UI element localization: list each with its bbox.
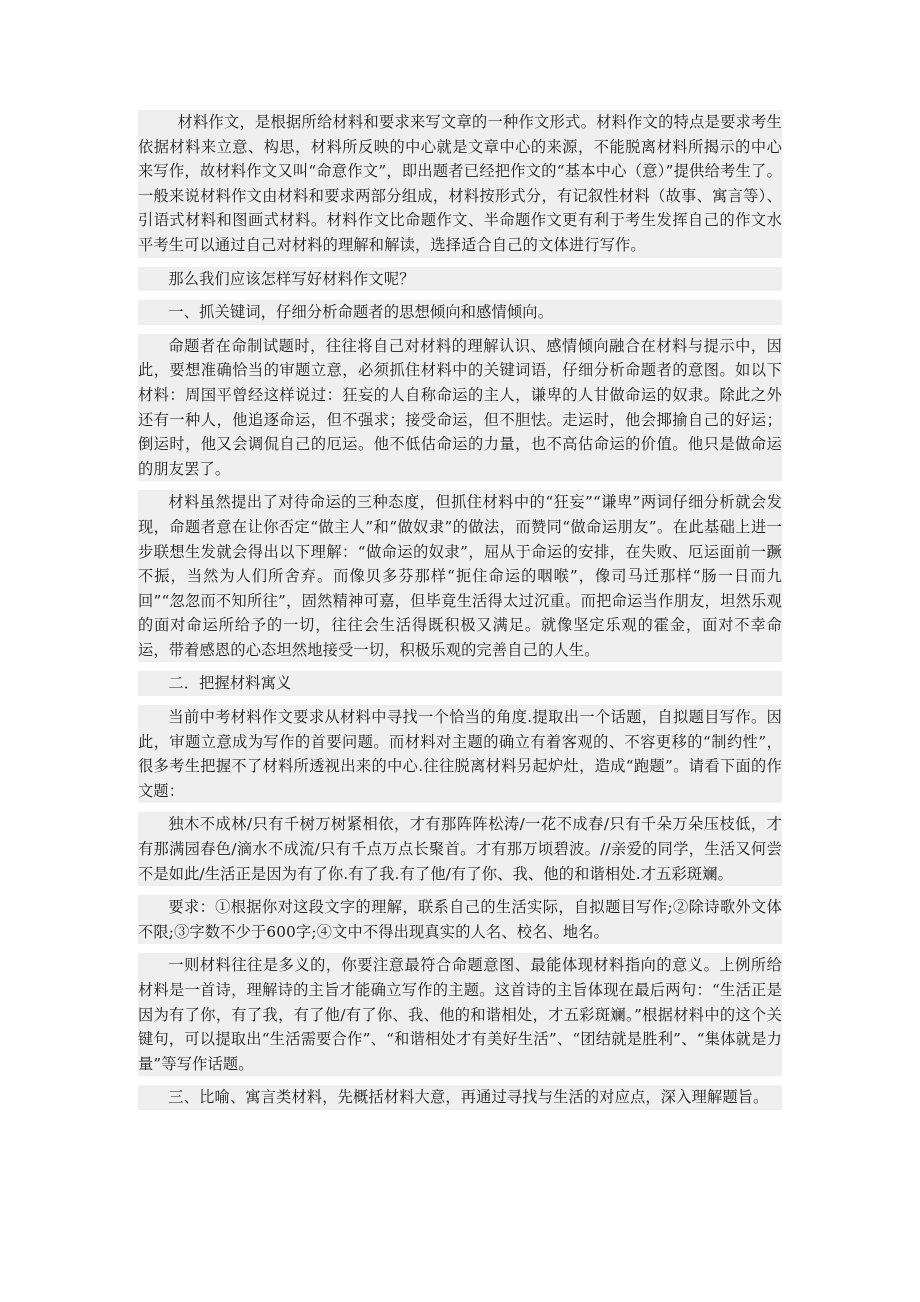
paragraph-fate-analysis: 材料虽然提出了对待命运的三种态度，但抓住材料中的“狂妄”“谦卑”两词仔细分析就会发现，命题者意在让你否定“做主人”和“做奴隶”的做法，而赞同“做命运朋友”。在此基础上进一步联想生发就会得出以下理解：“做命运的奴隶”，屈从于命运的安排，在失败、厄运面前一蹶不振，当然为人们所舍弃。而像贝多芬那样“扼住命运的咽喉”，像司马迁那样“肠一日而九回”“忽忽而不知所往”，固然精神可嘉，但毕竟生活得太过沉重。而把命运当作朋友，坦然乐观的面对命运所给予的一切，往往会生活得既积极又满足。就像坚定乐观的霍金，面对不幸命运，带着感恩的心态坦然地接受一切，积极乐观的完善自己的人生。 [138, 490, 782, 662]
paragraph-topic-intro: 当前中考材料作文要求从材料中寻找一个恰当的角度.提取出一个话题，自拟题目写作。因此，审题立意成为写作的首要问题。而材料对主题的确立有着客观的、不容更移的“制约性”，很多考生把握不了材料所透视出来的中心.往往脱离材料另起炉灶，造成“跑题”。请看下面的作文题： [138, 705, 782, 803]
section-heading-3: 三、比喻、寓言类材料，先概括材料大意，再通过寻找与生活的对应点，深入理解题旨。 [138, 1085, 782, 1110]
paragraph-poem-analysis: 一则材料往往是多义的，你要注意最符合命题意图、最能体现材料指向的意义。上例所给材料是一首诗，理解诗的主旨才能确立写作的主题。这首诗的主旨体现在最后两句：“生活正是因为有了你，有了我，有了他/有了你、我、他的和谐相处，才五彩斑斓。”根据材料中的这个关键句，可以提取出“生活需要合作”、“和谐相处才有美好生活”、“团结就是胜利”、“集体就是力量”等写作话题。 [138, 953, 782, 1076]
paragraph-requirements: 要求：①根据你对这段文字的理解，联系自己的生活实际，自拟题目写作;②除诗歌外文体不限;③字数不少于600字;④文中不得出现真实的人名、校名、地名。 [138, 895, 782, 944]
paragraph-poem: 独木不成林/只有千树万树紧相依，才有那阵阵松涛/一花不成春/只有千朵万朵压枝低，才有那满园春色/滴水不成流/只有千点万点长聚首。才有那万顷碧波。//亲爱的同学，生活又何尝不是如此/生活正是因为有了你.有了我.有了他/有了你、我、他的和谐相处.才五彩斑斓。 [138, 812, 782, 886]
section-heading-1: 一、抓关键词，仔细分析命题者的思想倾向和感情倾向。 [138, 300, 782, 325]
paragraph-keywords: 命题者在命制试题时，往往将自己对材料的理解认识、感情倾向融合在材料与提示中，因此，要想准确恰当的审题立意，必须抓住材料中的关键词语，仔细分析命题者的意图。如以下材料：周国平曾经这样说过：狂妄的人自称命运的主人，谦卑的人甘做命运的奴隶。除此之外还有一种人，他追逐命运，但不强求；接受命运，但不胆怯。走运时，他会揶揄自己的好运；倒运时，他又会调侃自己的厄运。他不低估命运的力量，也不高估命运的价值。他只是做命运的朋友罢了。 [138, 334, 782, 482]
document-body [138, 110, 782, 1119]
paragraph-intro: 材料作文，是根据所给材料和要求来写文章的一种作文形式。材料作文的特点是要求考生依据材料来立意、构思，材料所反映的中心就是文章中心的来源，不能脱离材料所揭示的中心来写作，故材料作文又叫“命意作文”，即出题者已经把作文的“基本中心（意）”提供给考生了。一般来说材料作文由材料和要求两部分组成，材料按形式分，有记叙性材料（故事、寓言等）、引语式材料和图画式材料。材料作文比命题作文、半命题作文更有利于考生发挥自己的作文水平考生可以通过自己对材料的理解和解读，选择适合自己的文体进行写作。 [138, 110, 782, 258]
section-heading-2: 二．把握材料寓义 [138, 671, 782, 696]
paragraph-question: 那么我们应该怎样写好材料作文呢？ [138, 267, 782, 292]
